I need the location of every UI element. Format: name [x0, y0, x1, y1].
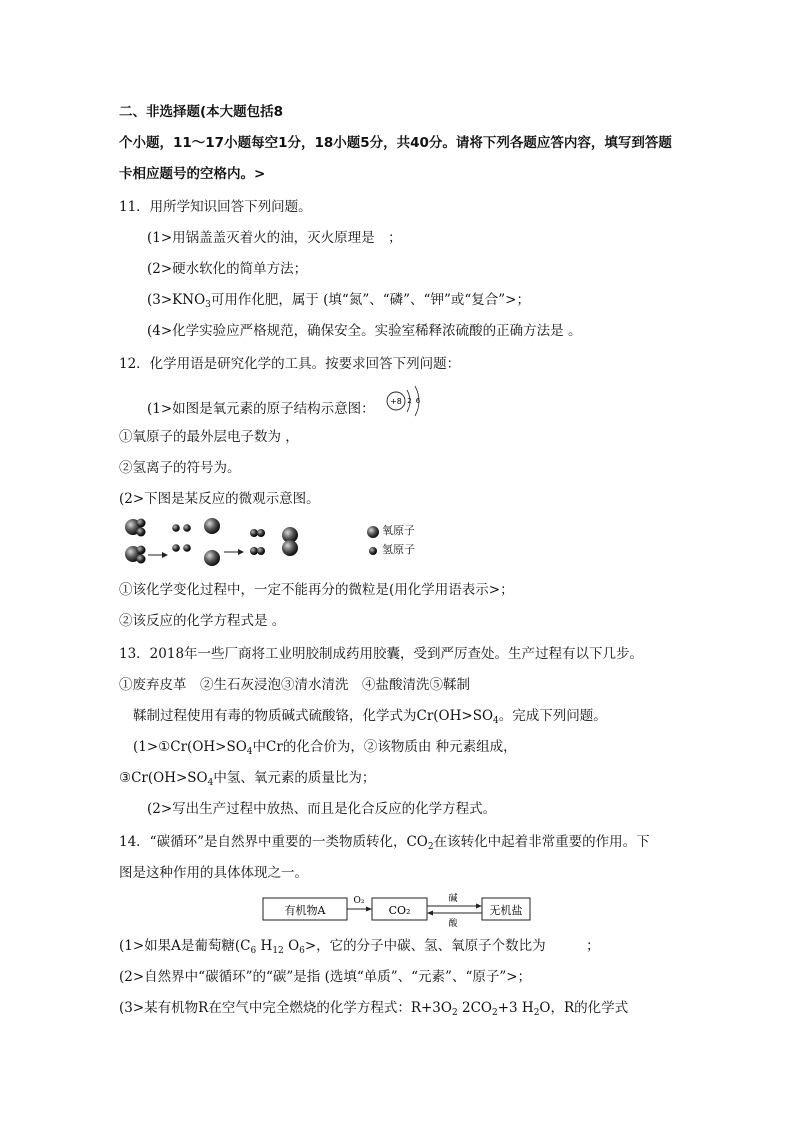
q12-part-1a: ①氧原子的最外层电子数为 ，	[119, 429, 299, 445]
hydrogen-atom-marker	[369, 547, 377, 555]
base-arrowhead	[476, 904, 482, 909]
o2-arrowhead	[366, 907, 372, 912]
q13-stem: 13．2018年一些厂商将工业明胶制成药用胶囊，受到严厉查处。生产过程有以下几步。	[119, 646, 644, 662]
q14-part-1: (1>如果A是葡萄糖($C_6$ $H_{12}$ $O_6>$，它的分子中碳、氢、氧原子个数比为 ；	[119, 938, 600, 956]
q14-part-2: (2>自然界中“碳循环”的“碳”是指 (选填“单质”、“元素”、“原子”>；	[119, 969, 532, 985]
q12-part-1b: ②氢离子的符号为。	[119, 460, 241, 476]
q11-part-3: ($3>KNO_3$可用作化肥，属于 (填“氮”、“磷”、“钾”或“复合”>；	[147, 292, 530, 310]
q13-description: 鞣制过程使用有毒的物质碱式硫酸铬，化学式为$Cr(OH>SO_4$。完成下列问题。	[133, 708, 607, 726]
reaction-micro-diagram	[120, 514, 330, 570]
legend-hydrogen-label: 氢原子	[382, 543, 415, 556]
water-molecule-1	[125, 519, 146, 537]
shell-2-electrons: 6	[415, 397, 421, 405]
section-heading-line-1: 二、非选择题(本大题包括8	[119, 104, 284, 120]
q12-part-1: (1>如图是氧元素的原子结构示意图：	[147, 401, 375, 417]
q13-part-1c: $③Cr(OH>SO_4$中氢、氧元素的质量比为；	[119, 770, 376, 788]
separated-hydrogen-atoms	[172, 524, 191, 552]
carbon-cycle-diagram	[262, 890, 532, 930]
oxygen-atom-marker	[367, 526, 379, 538]
reaction-arrow-2	[224, 549, 244, 555]
q14-part-3: (3>某有机物R在空气中完全燃烧的化学方程式：$R+3O_2$ $2CO_2+3$ $H_2O$，R的化学式	[119, 1000, 629, 1018]
oxygen-molecule	[282, 527, 298, 556]
reaction-arrow-1	[148, 552, 168, 558]
acid-arrow-label: 酸	[448, 919, 458, 929]
q13-part-2: (2>写出生产过程中放热、而且是化合反应的化学方程式。	[147, 801, 497, 817]
q14-stem: 14．“碳循环”是自然界中重要的一类物质转化，$CO_2$在该转化中起着非常重要的作用。下	[119, 834, 650, 852]
section-heading-line-3: 卡相应题号的空格内。>	[119, 166, 266, 182]
q13-steps: ①废弃皮革 ②生石灰浸泡③清水清洗 ④盐酸清洗⑤鞣制	[119, 677, 470, 693]
q11-part-1: (1>用锅盖盖灭着火的油，灭火原理是 ；	[147, 230, 402, 246]
separated-oxygen-atoms	[204, 518, 220, 566]
q14-stem-line-2: 图是这种作用的具体体现之一。	[119, 865, 308, 881]
q13-part-1: ($1>①Cr(OH>SO_4$中Cr的化合价为，②该物质由 种元素组成，	[133, 739, 517, 757]
acid-arrowhead	[427, 911, 433, 916]
water-molecule-2	[125, 546, 146, 564]
q12-part-2: (2>下图是某反应的微观示意图。	[119, 491, 320, 507]
organic-matter-label: 有机物A	[284, 904, 326, 917]
q11-part-4: (4>化学实验应严格规范，确保安全。实验室稀释浓硫酸的正确方法是 。	[147, 323, 582, 339]
q12-part-2a: ①该化学变化过程中，一定不能再分的微粒是(用化学用语表示>；	[119, 582, 514, 598]
q12-stem: 12．化学用语是研究化学的工具。按要求回答下列问题：	[119, 356, 461, 372]
legend-oxygen-label: 氧原子	[382, 524, 415, 537]
q11-part-2: (2>硬水软化的简单方法；	[147, 261, 308, 277]
nucleus-charge: +8	[390, 397, 402, 406]
base-arrow-label: 碱	[448, 894, 458, 904]
shell-1-electrons: 2	[407, 397, 412, 405]
oxygen-atom-structure-diagram	[383, 382, 431, 420]
co2-label: CO₂	[388, 904, 411, 917]
atom-legend-markers	[366, 524, 380, 560]
q12-part-2b: ②该反应的化学方程式是 。	[119, 613, 286, 629]
o2-arrow-label: O₂	[353, 896, 365, 906]
q11-stem: 11．用所学知识回答下列问题。	[119, 199, 312, 215]
inorganic-salt-label: 无机盐	[489, 904, 523, 917]
hydrogen-molecules	[250, 529, 265, 555]
section-heading-line-2: 个小题，11～17小题每空1分，18小题5分，共40分。请将下列各题应答内容，填写到答题	[119, 135, 672, 151]
